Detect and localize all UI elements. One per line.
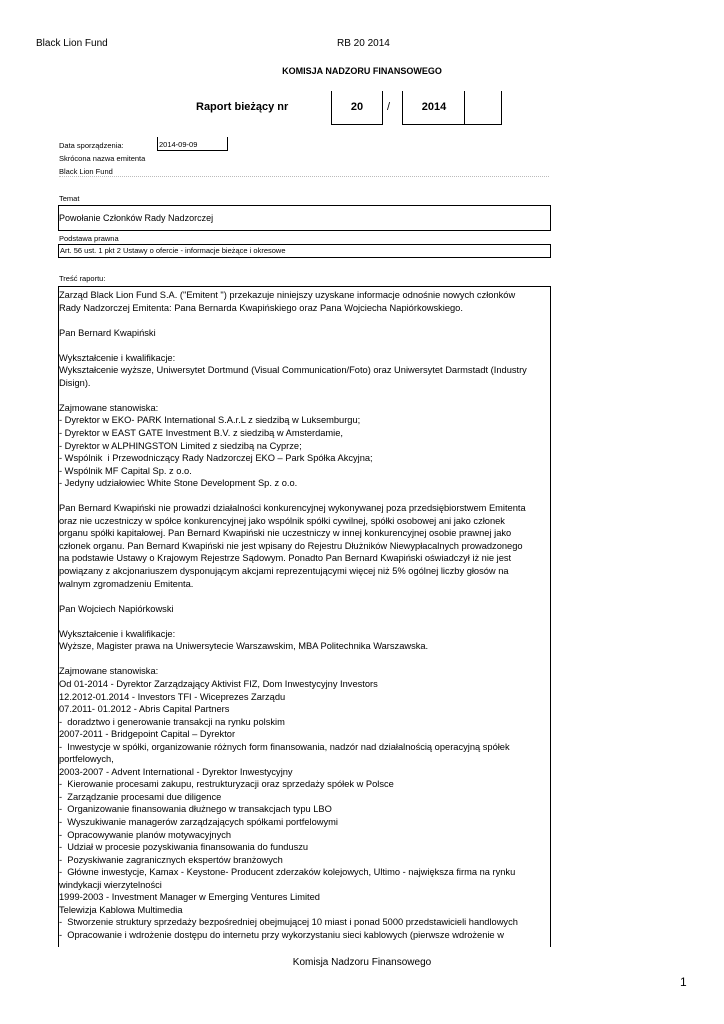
legal-basis-field	[58, 244, 551, 258]
report-year-box	[402, 91, 465, 125]
legal-basis-value: Art. 56 ust. 1 pkt 2 Ustawy o ofercie - informacje bieżące i okresowe	[60, 246, 286, 255]
content-field	[58, 286, 551, 947]
legal-basis-label: Podstawa prawna	[59, 234, 119, 243]
report-number: 20	[350, 101, 364, 113]
issuer-name: Black Lion Fund	[59, 167, 113, 176]
commission-title: KOMISJA NADZORU FINANSOWEGO	[282, 66, 442, 76]
report-number-box	[331, 91, 383, 125]
topic-field	[58, 205, 551, 231]
topic-value: Powołanie Członków Rady Nadzorczej	[59, 213, 214, 223]
page-number: 1	[680, 975, 687, 989]
date-field	[157, 137, 228, 151]
footer-text: Komisja Nadzoru Finansowego	[292, 957, 432, 968]
header-issuer: Black Lion Fund	[36, 38, 108, 49]
report-title: Raport bieżący nr	[196, 101, 289, 113]
date-label: Data sporządzenia:	[59, 141, 124, 150]
topic-label: Temat	[59, 194, 80, 203]
report-separator: /	[387, 101, 391, 113]
report-year: 2014	[421, 101, 447, 113]
date-value: 2014-09-09	[159, 140, 198, 149]
short-name-label: Skrócona nazwa emitenta	[59, 154, 146, 163]
report-extra-box	[464, 91, 502, 125]
content-text: Zarząd Black Lion Fund S.A. ("Emitent ") przekazuje niniejszy uzyskane informacje odnośnie nowych członków Rady Nadzorczej Emitenta: Pana Bernarda Kwapińskiego oraz Pana Wojciecha Napiórkowskiego. Pan Bernard Kwapiński Wykształcenie i kwalifikacje: Wykształcenie wyższe, Uniwersytet Dortmund (Visual Communication/Foto) oraz Uniwersytet Darmstadt (Industry Disign). Zajmowane stanowiska: - Dyrektor w EKO- PARK International S.A.r.L z siedzibą w Luksemburgu; - Dyrektor w EAST GATE Investment B.V. z siedzibą w Amsterdamie, - Dyrektor w ALPHINGSTON Limited z siedzibą na Cyprze; - Wspólnik i Przewodniczący Rady Nadzorczej EKO – Park Spółka Akcyjna; - Wspólnik MF Capital Sp. z o.o. - Jedyny udziałowiec White Stone Development Sp. z o.o. Pan Bernard Kwapiński nie prowadzi działalności konkurencyjnej wykonywanej poza przedsiębiorstwem Emitenta oraz nie uczestniczy w spółce konkurencyjnej jako wspólnik spółki cywilnej, spółki osobowej ani jako członek organu spółki kapitałowej. Pan Bernard Kwapiński nie uczestniczy w innej konkurencyjnej osobie prawnej jako członek organu. Pan Bernard Kwapiński nie jest wpisany do Rejestru Dłużników Niewypłacalnych prowadzonego na podstawie Ustawy o Krajowym Rejestrze Sądowym. Ponadto Pan Bernard Kwapiński oświadczył iż nie jest powiązany z akcjonariuszem dysponującym akcjami reprezentującymi więcej niż 5% ogólnej liczby głosów na walnym zgromadzeniu Emitenta. Pan Wojciech Napiórkowski Wykształcenie i kwalifikacje: Wyższe, Magister prawa na Uniwersytecie Warszawskim, MBA Politechnika Warszawska. Zajmowane stanowiska: Od 01-2014 - Dyrektor Zarządzający Aktivist FIZ, Dom Inwestycyjny Investors 12.2012-01.2014 - Investors TFI - Wiceprezes Zarządu 07.2011- 01.2012 - Abris Capital Partners - doradztwo i generowanie transakcji na rynku polskim 2007-2011 - Bridgepoint Capital – Dyrektor - Inwestycje w spółki, organizowanie różnych form finansowania, nadzór nad działalnością operacyjną spółek portfelowych, 2003-2007 - Advent International - Dyrektor Inwestycyjny - Kierowanie procesami zakupu, restrukturyzacji oraz sprzedaży spółek w Polsce - Zarządzanie procesami due diligence - Organizowanie finansowania dłużnego w transakcjach typu LBO - Wyszukiwanie managerów zarządzających spółkami portfelowymi - Opracowywanie planów motywacyjnych - Udział w procesie pozyskiwania finansowania do funduszu - Pozyskiwanie zagranicznych ekspertów branżowych - Główne inwestycje, Kamax - Keystone- Producent zderzaków kolejowych, Ultimo - największa firma na rynku windykacji wierzytelności 1999-2003 - Investment Manager w Emerging Ventures Limited Telewizja Kablowa Multimedia - Stworzenie struktury sprzedaży bezpośredniej obejmującej 10 miast i ponad 5000 przedstawicieli handlowych - Opracowanie i wdrożenie dostępu do internetu przy wykorzystaniu sieci kablowych (pierwsze wdrożenie w	[59, 290, 527, 940]
content-label: Treść raportu:	[59, 274, 106, 283]
dotted-separator	[59, 176, 549, 177]
header-report-code: RB 20 2014	[337, 38, 390, 49]
